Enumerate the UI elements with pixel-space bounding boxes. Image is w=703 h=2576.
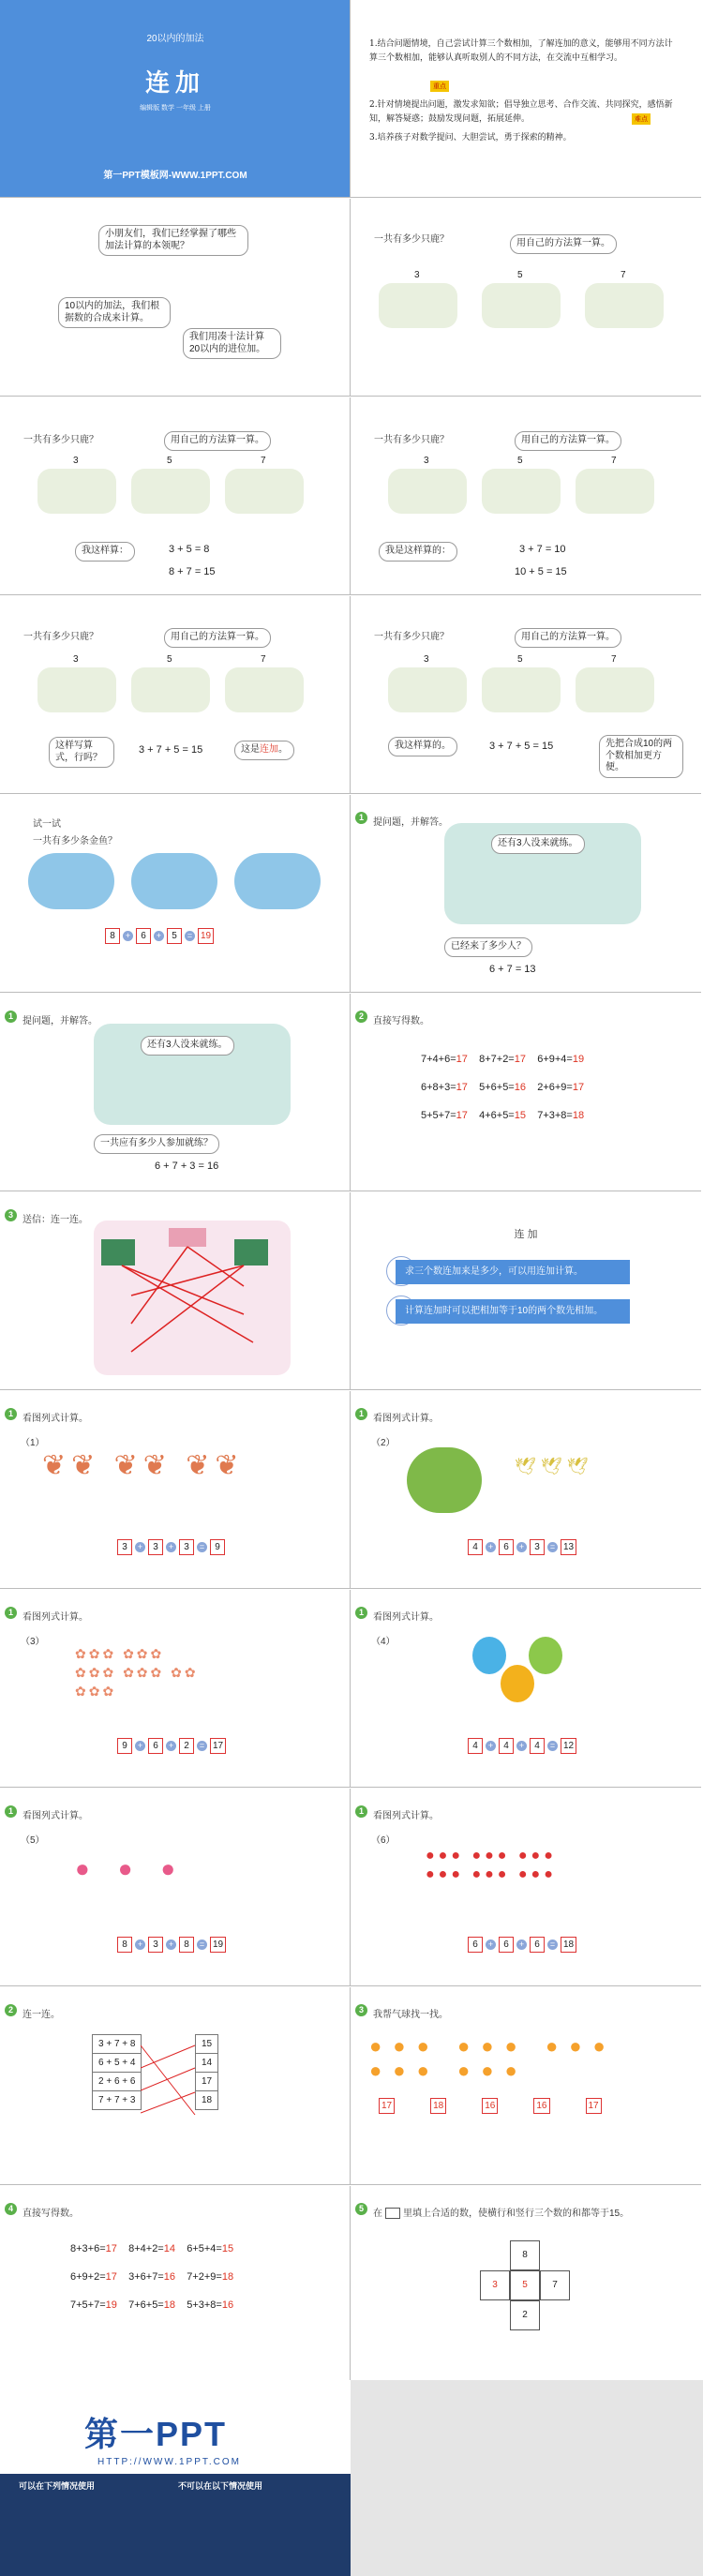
item-index: （2） [371, 1438, 396, 1448]
problem-row [70, 2263, 233, 2291]
birds-image: 🕊 🕊 🕊 [515, 1457, 589, 1475]
problem: 7+6+5= [128, 2299, 164, 2311]
exercise-number: 1 [355, 1805, 367, 1818]
deer-count: 5 [517, 654, 523, 665]
problem: 6+8+3= [421, 1082, 456, 1093]
answer: 17 [514, 1054, 526, 1065]
deer-count: 5 [517, 270, 523, 280]
deer-group-3 [225, 456, 304, 514]
operator: = [185, 931, 195, 941]
deer-group-1 [388, 456, 467, 514]
answer: 15 [221, 2243, 234, 2254]
equation: 3 + 7 + 5 = 15 [139, 744, 203, 756]
soldiers-slide-1 [351, 795, 701, 993]
exercise-number: 4 [5, 2203, 17, 2215]
exercise-number: 1 [5, 1805, 17, 1818]
answer: 19 [572, 1054, 585, 1065]
answer: 18 [221, 2271, 234, 2283]
goal-3: 3.培养孩子对数学提问、大胆尝试，勇于探索的精神。 [369, 133, 572, 142]
cover-title: 连加 [144, 68, 205, 97]
instruction-text: 里填上合适的数，使横行和竖行三个数的和都等于15。 [403, 2209, 630, 2219]
deer-group-1 [388, 654, 467, 712]
method-label: 我这样算： [75, 542, 135, 562]
balloons-image [472, 1637, 585, 1721]
balloon-bunches-image: ●●● [75, 1854, 204, 1882]
answer: 17 [196, 2073, 218, 2091]
result-box: 9 [210, 1539, 225, 1555]
answer-box: 4 [499, 1738, 514, 1754]
question: 一共有多少只鹿？ [23, 435, 98, 445]
problem: 8+7+2= [479, 1054, 515, 1065]
tip-bubble: 先把合成10的两个数相加更方便。 [599, 735, 683, 778]
problem: 6+9+4= [537, 1054, 573, 1065]
equation-1: 3 + 5 = 8 [169, 544, 210, 555]
picture-calc-5 [0, 1789, 351, 1986]
deer-group-1 [37, 456, 116, 514]
answer-box: 17 [379, 2098, 395, 2114]
problem: 3+6+7= [128, 2271, 164, 2283]
exercise-number: 1 [355, 1607, 367, 1619]
deer-count: 3 [73, 456, 79, 466]
operator: = [197, 1939, 207, 1950]
answer-box: 9 [117, 1738, 132, 1754]
deer-group-2 [482, 456, 561, 514]
goal-1: 1.结合问题情境，自己尝试计算三个数相加，了解连加的意义，能够用不同方法计算三个数相加，能够认真听取别人的不同方法，在交流中互相学习。 [369, 39, 673, 63]
magic-square-slide [351, 2186, 701, 2384]
teacher-bubble: 小朋友们，我们已经掌握了哪些加法计算的本领呢？ [98, 225, 248, 256]
expression: 3 + 7 + 8 [93, 2035, 142, 2054]
expression: 6 + 5 + 4 [93, 2054, 142, 2073]
operator: + [135, 1542, 145, 1552]
item-index: （1） [21, 1438, 45, 1448]
cover-subtitle: 20以内的加法 [146, 34, 204, 44]
question-label: 这样写算式，行吗？ [49, 737, 114, 768]
answer-box: 3 [117, 1539, 132, 1555]
soldiers-slide-2 [0, 994, 351, 1191]
instruction [373, 2205, 692, 2219]
cell-top: 8 [510, 2240, 540, 2270]
picture-calc-2 [351, 1391, 701, 1589]
answer-box: 3 [530, 1539, 545, 1555]
answer-box: 6 [499, 1539, 514, 1555]
operator: + [135, 1741, 145, 1751]
exercise-number: 1 [5, 1011, 17, 1023]
answer-row [379, 2098, 602, 2114]
result-box: 12 [561, 1738, 576, 1754]
operator: + [166, 1542, 176, 1552]
mental-math-slide-1 [351, 994, 701, 1191]
operator: = [547, 1939, 558, 1950]
deer-count: 3 [414, 270, 420, 280]
answer-box: 16 [533, 2098, 549, 2114]
expression: 2 + 6 + 6 [93, 2073, 142, 2091]
difficulty-badge: 难点 [632, 113, 651, 125]
result-box: 18 [561, 1937, 576, 1953]
exercise-number: 1 [5, 1607, 17, 1619]
answer-box: 5 [167, 928, 182, 944]
operator: + [516, 1939, 527, 1950]
operator: + [516, 1741, 527, 1751]
fish-bowl-1 [28, 853, 114, 909]
problem: 7+2+9= [187, 2271, 222, 2283]
answer-box: 3 [179, 1539, 194, 1555]
fish-bowl-3 [234, 853, 321, 909]
answer: 17 [456, 1110, 468, 1121]
problem-grid [70, 2235, 233, 2319]
problem: 4+6+5= [479, 1110, 515, 1121]
answer: 18 [572, 1110, 585, 1121]
deer-group-1 [37, 654, 116, 712]
operator: + [486, 1741, 496, 1751]
hint-bubble: 用自己的方法算一算。 [515, 431, 621, 451]
exercise-title: 直接写得数。 [22, 2209, 79, 2219]
answer-box: 6 [499, 1937, 514, 1953]
exercise-title: 我帮气球找一找。 [373, 2010, 448, 2020]
answer: 16 [163, 2271, 175, 2283]
problem-row [421, 1073, 584, 1101]
result-box: 19 [198, 928, 214, 944]
footer-slide [0, 2380, 351, 2576]
result-box: 19 [210, 1937, 226, 1953]
problem: 5+5+7= [421, 1110, 456, 1121]
cell-left: 3 [480, 2270, 510, 2300]
exercise-title: 送信：连一连。 [22, 1215, 88, 1225]
question-bubble: 已经来了多少人？ [444, 937, 532, 957]
problem: 8+3+6= [70, 2243, 106, 2254]
goals-slide [351, 0, 701, 198]
deer-count: 3 [73, 654, 79, 665]
deer-count: 3 [424, 654, 429, 665]
deer-count: 5 [167, 456, 172, 466]
answer-box: 4 [468, 1738, 483, 1754]
deer-count: 7 [611, 456, 617, 466]
key-badge: 重点 [430, 81, 449, 92]
operator: = [197, 1741, 207, 1751]
match-lines [141, 2034, 197, 2128]
answer-box: 3 [148, 1937, 163, 1953]
question: 一共有多少只鹿？ [374, 632, 449, 642]
right-answers [195, 2034, 218, 2110]
operator: = [547, 1741, 558, 1751]
exercise-number: 1 [355, 812, 367, 824]
answer: 19 [105, 2299, 117, 2311]
problem: 6+5+4= [187, 2243, 222, 2254]
exercise-title: 看图列式计算。 [373, 1811, 439, 1821]
footer-logo: 第一PPT [84, 2415, 228, 2453]
exercise-title: 看图列式计算。 [373, 1612, 439, 1623]
answer: 15 [514, 1110, 526, 1121]
exercise-title: 看图列式计算。 [22, 1811, 88, 1821]
answer-box: 4 [530, 1738, 545, 1754]
answer-row [468, 1937, 576, 1953]
result-box: 17 [210, 1738, 226, 1754]
deer-slide-1 [351, 199, 701, 397]
deer-slide-2 [0, 397, 351, 595]
problem: 5+6+5= [479, 1082, 515, 1093]
exercise-title: 提问题，并解答。 [373, 817, 448, 828]
summary-title: 连 加 [514, 1229, 538, 1240]
cover-slide [0, 0, 351, 198]
operator: + [123, 931, 133, 941]
answer-row [468, 1738, 576, 1754]
problem-row [421, 1045, 584, 1073]
deer-group-3 [225, 654, 304, 712]
goal-2: 2.针对情境提出问题，激发求知欲；倡导独立思考、合作交流、共同探究，感悟新知，解答疑惑；鼓励发现问题，拓展延伸。 [369, 100, 673, 124]
item-index: （3） [21, 1637, 45, 1647]
footer-url[interactable]: HTTP://WWW.1PPT.COM [97, 2457, 241, 2467]
deer-slide-3 [351, 397, 701, 595]
fish-slide [0, 795, 351, 993]
problem-row [70, 2235, 233, 2263]
cover-site: 第一PPT模板网-WWW.1PPT.COM [103, 171, 247, 181]
equation: 6 + 7 + 3 = 16 [155, 1161, 219, 1172]
answer: 17 [456, 1082, 468, 1093]
note-suffix: 。 [278, 744, 288, 755]
operator: + [166, 1939, 176, 1950]
mailbox-diagram [94, 1221, 291, 1375]
answer-box: 17 [586, 2098, 602, 2114]
exercise-number: 3 [5, 1209, 17, 1221]
mail-slide [0, 1192, 351, 1390]
usage-forbidden-title: 不可以在以下情况使用 [178, 2481, 263, 2491]
usage-panel [0, 2474, 351, 2576]
question-bubble: 一共应有多少人参加就练？ [94, 1134, 219, 1154]
equation: 6 + 7 = 13 [489, 964, 536, 975]
summary-point-2: 计算连加时可以把相加等于10的两个数先相加。 [396, 1299, 630, 1324]
answer-row [117, 1738, 226, 1754]
deer-group-2 [482, 654, 561, 712]
operator: + [486, 1939, 496, 1950]
question: 一共有多少条金鱼？ [33, 836, 117, 846]
question: 一共有多少只鹿？ [23, 632, 98, 642]
answer-row [468, 1539, 576, 1555]
empty-box-icon [385, 2208, 400, 2219]
flowers-image: ✿✿✿ ✿✿✿ ✿✿✿ ✿✿✿ ✿✿ ✿✿✿ [75, 1646, 199, 1699]
exercise-title: 直接写得数。 [373, 1016, 429, 1026]
answer: 14 [196, 2054, 218, 2073]
answer-box: 6 [136, 928, 151, 944]
exercise-number: 3 [355, 2004, 367, 2016]
exercise-number: 5 [355, 2203, 367, 2215]
problem-grid [421, 1045, 584, 1130]
answer-box: 6 [530, 1937, 545, 1953]
problem-row [421, 1101, 584, 1130]
picture-calc-6 [351, 1789, 701, 1986]
operator: + [135, 1939, 145, 1950]
answer-box: 18 [430, 2098, 446, 2114]
deer-group-2 [131, 456, 210, 514]
exercise-title: 看图列式计算。 [22, 1612, 88, 1623]
answer: 18 [196, 2091, 218, 2110]
instruction-prefix: 在 [373, 2209, 382, 2219]
leaves-image: ❦❦ ❦❦ ❦❦ [42, 1450, 245, 1481]
operator: + [154, 931, 164, 941]
answer-box: 16 [482, 2098, 498, 2114]
deer-group-3 [576, 456, 654, 514]
cell-right: 7 [540, 2270, 570, 2300]
answer: 17 [105, 2243, 117, 2254]
answer-box: 8 [105, 928, 120, 944]
note-prefix: 这是 [241, 744, 260, 755]
item-index: （4） [371, 1637, 396, 1647]
try-title: 试一试 [33, 819, 61, 830]
deer-count: 7 [611, 654, 617, 665]
deer-count: 5 [517, 456, 523, 466]
equation-2: 10 + 5 = 15 [515, 566, 567, 577]
note-term: 连加 [260, 744, 278, 755]
answer-box: 3 [148, 1539, 163, 1555]
cell-center: 5 [510, 2270, 540, 2300]
item-index: （5） [21, 1835, 45, 1846]
exercise-number: 1 [5, 1408, 17, 1420]
answer-box: 6 [468, 1937, 483, 1953]
deer-group-3 [576, 654, 654, 712]
equation-1: 3 + 7 = 10 [519, 544, 566, 555]
hint-bubble: 用自己的方法算一算。 [164, 431, 271, 451]
exercise-number: 2 [5, 2004, 17, 2016]
answer: 15 [196, 2035, 218, 2054]
balloon-slide [351, 1987, 701, 2185]
note-bubble [234, 741, 294, 760]
mental-math-slide-2 [0, 2186, 351, 2384]
answer-row [105, 928, 214, 944]
exercise-title: 连一连。 [22, 2010, 60, 2020]
operator: + [516, 1542, 527, 1552]
hint-bubble: 用自己的方法算一算。 [164, 628, 271, 648]
exercise-title: 看图列式计算。 [22, 1414, 88, 1424]
problem: 5+3+8= [187, 2299, 222, 2311]
answer-box: 4 [468, 1539, 483, 1555]
result-box: 13 [561, 1539, 576, 1555]
answer: 16 [514, 1082, 526, 1093]
summary-slide [351, 1192, 701, 1390]
tree-image [407, 1447, 482, 1513]
cover-meta: 编辑版 数学 一年级 上册 [140, 105, 211, 112]
deer-count: 3 [424, 456, 429, 466]
left-expressions [92, 2034, 142, 2110]
answer: 17 [456, 1054, 468, 1065]
deer-count: 5 [167, 654, 172, 665]
usage-allowed-title: 可以在下列情况使用 [19, 2481, 96, 2491]
problem: 6+9+2= [70, 2271, 106, 2283]
fish-bowl-2 [131, 853, 217, 909]
picture-calc-3 [0, 1590, 351, 1788]
matching-slide [0, 1987, 351, 2185]
answer: 17 [572, 1082, 585, 1093]
blank-area [351, 2380, 703, 2576]
equation: 3 + 7 + 5 = 15 [489, 741, 554, 752]
method-label: 我是这样算的： [379, 542, 457, 562]
deer-group-2 [131, 654, 210, 712]
answer-row [117, 1937, 226, 1953]
answer-box: 6 [148, 1738, 163, 1754]
answer: 18 [163, 2299, 175, 2311]
cell-bottom: 2 [510, 2300, 540, 2330]
operator: = [547, 1542, 558, 1552]
exercise-number: 1 [355, 1408, 367, 1420]
hint-bubble: 用自己的方法算一算。 [515, 628, 621, 648]
summary-point-1: 求三个数连加来是多少，可以用连加计算。 [396, 1260, 630, 1284]
question: 一共有多少只鹿？ [374, 234, 449, 245]
equation-2: 8 + 7 = 15 [169, 566, 216, 577]
exercise-number: 2 [355, 1011, 367, 1023]
method-label: 我这样算的。 [388, 737, 457, 756]
deer-count: 7 [261, 456, 266, 466]
dialog-slide [0, 199, 351, 397]
expression: 7 + 7 + 3 [93, 2091, 142, 2110]
problem: 7+5+7= [70, 2299, 106, 2311]
exercise-title: 看图列式计算。 [373, 1414, 439, 1424]
problem: 7+4+6= [421, 1054, 456, 1065]
picture-calc-4 [351, 1590, 701, 1788]
picture-calc-1 [0, 1391, 351, 1589]
operator: = [197, 1542, 207, 1552]
answer-box: 8 [179, 1937, 194, 1953]
deer-count: 7 [261, 654, 266, 665]
answer: 14 [163, 2243, 175, 2254]
hint-bubble: 用自己的方法算一算。 [510, 234, 617, 254]
student-bubble-2: 我们用凑十法计算20以内的进位加。 [183, 328, 281, 359]
exercise-title: 提问题，并解答。 [22, 1016, 97, 1026]
answer-row [117, 1539, 225, 1555]
problem: 2+6+9= [537, 1082, 573, 1093]
problem: 8+4+2= [128, 2243, 164, 2254]
deer-count: 7 [621, 270, 626, 280]
balloon-row: ●●● ●●● ●●● ●●● ●●● [369, 2034, 617, 2082]
problem: 7+3+8= [537, 1110, 573, 1121]
item-index: （6） [371, 1835, 396, 1846]
deer-group-2 [482, 270, 561, 328]
problem-row [70, 2291, 233, 2319]
student-bubble-1: 10以内的加法，我们根据数的合成来计算。 [58, 297, 171, 328]
deer-group-1 [379, 270, 457, 328]
answer-box: 2 [179, 1738, 194, 1754]
operator: + [486, 1542, 496, 1552]
deer-slide-5 [351, 596, 701, 794]
speech-bubble: 还有3人没来就练。 [491, 834, 585, 854]
operator: + [166, 1741, 176, 1751]
answer-box: 8 [117, 1937, 132, 1953]
answer: 17 [105, 2271, 117, 2283]
deer-slide-4 [0, 596, 351, 794]
cross-grid [480, 2240, 570, 2330]
speech-bubble: 还有3人没来就练。 [141, 1036, 234, 1056]
tomatoes-image: ●●● ●●● ●●● ●●● ●●● ●●● [426, 1848, 557, 1882]
deer-group-3 [585, 270, 664, 328]
question: 一共有多少只鹿？ [374, 435, 449, 445]
answer: 16 [221, 2299, 234, 2311]
